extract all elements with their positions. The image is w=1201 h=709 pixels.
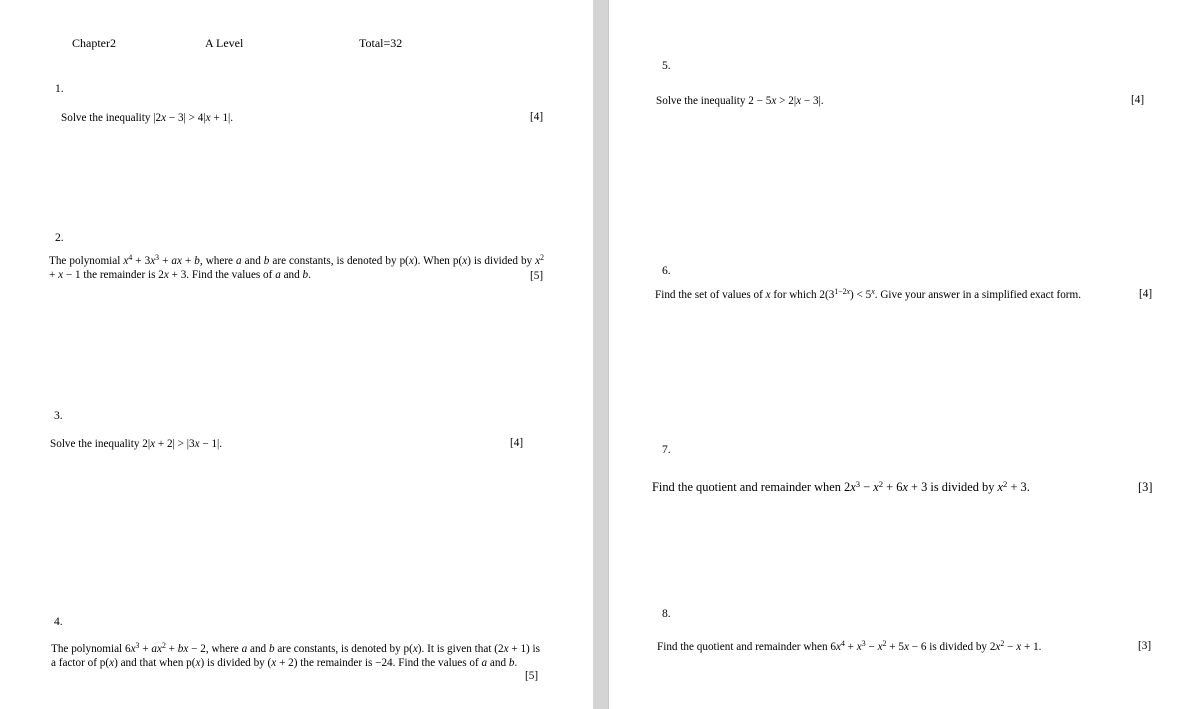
question-number: 8. [662, 607, 671, 620]
total-marks-label: Total=32 [359, 36, 403, 50]
question-number: 5. [662, 59, 671, 72]
question-marks: [5] [525, 670, 539, 682]
question-marks: [4] [510, 437, 524, 449]
question-8-text: Find the quotient and remainder when $6x^4 + x^3 - x^2 + 5x - 6$ is divided by $2x^2 - x + 1$. [657, 639, 1042, 653]
question-number: 6. [662, 264, 671, 277]
question-number: 4. [54, 615, 63, 628]
question-marks: [3] [1138, 480, 1153, 494]
question-marks: [4] [1139, 288, 1153, 300]
question-number: 3. [54, 409, 63, 422]
question-1-text: Solve the inequality |2x − 3| > 4|x + 1|. [61, 112, 234, 124]
question-7-text: Find the quotient and remainder when $2x^3 - x^2 + 6x + 3$ is divided by $x^2 + 3$. [652, 479, 1030, 494]
question-5-text: Solve the inequality 2 − 5x > 2|x − 3|. [656, 95, 824, 107]
question-3-text: Solve the inequality 2|x + 2| > |3x − 1|. [50, 438, 223, 450]
question-marks: [4] [1131, 94, 1145, 106]
question-2-text: The polynomial $x^4 + 3x^3$ + ax + b, where a and b are constants, is denoted by p(x). When p(x) is divided by $x^2 + x - 1$ the remainder is 2x + 3. Find the values of a and b. [49, 253, 545, 281]
question-marks: [4] [530, 111, 544, 123]
question-marks: [5] [530, 270, 544, 282]
level-label: A Level [205, 36, 244, 50]
page-gutter [593, 0, 609, 709]
question-number: 2. [55, 231, 64, 244]
question-6-text: Find the set of values of x for which $2(3^{1-2x}) < 5^x$. Give your answer in a simplified exact form. [655, 287, 1082, 301]
question-marks: [3] [1138, 640, 1152, 652]
question-number: 1. [55, 82, 64, 95]
document-page-left [0, 0, 593, 709]
chapter-label: Chapter2 [72, 36, 116, 50]
question-number: 7. [662, 443, 671, 456]
question-4-text: The polynomial $6x^3 + ax^2$ + bx − 2, where a and b are constants, is denoted by p(x). It is given that (2x + 1) is a factor of p(x) and that when p(x) is divided by (x + 2) the remainder is −24. Find the values of a and b. [51, 641, 541, 669]
